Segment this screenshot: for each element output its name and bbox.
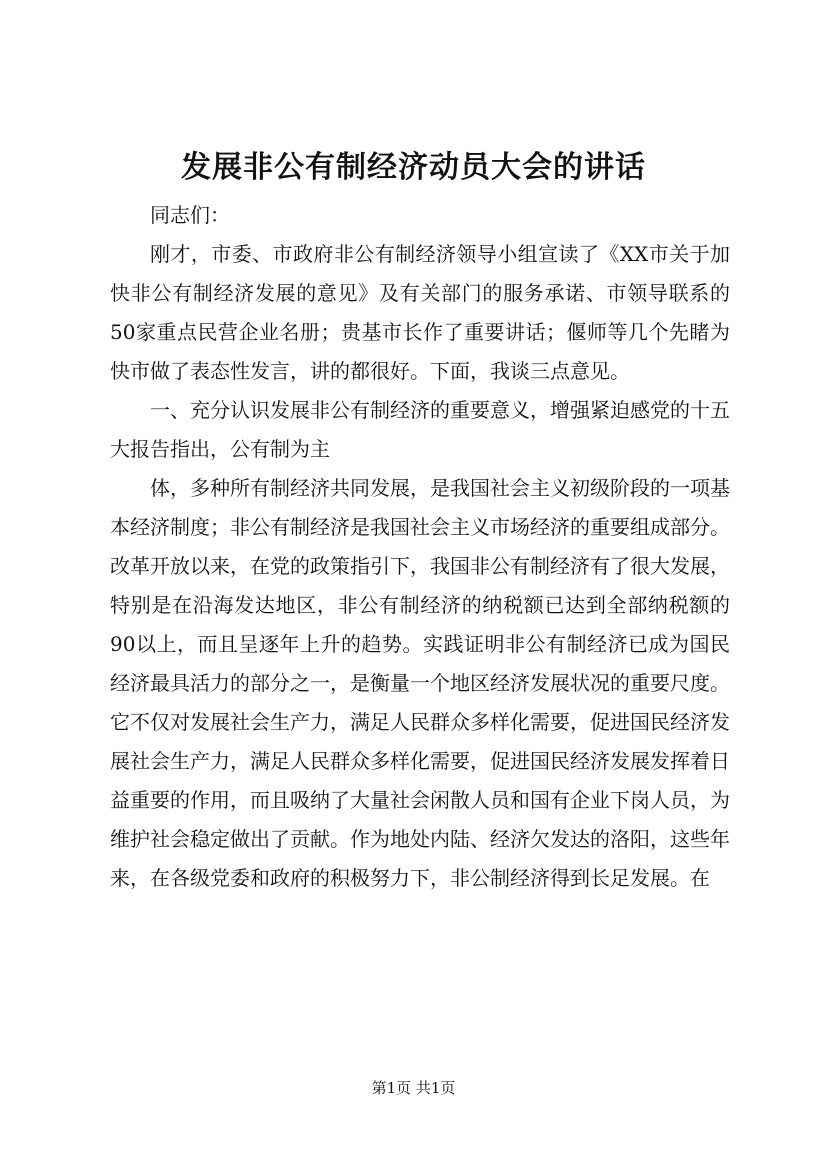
section-one-heading-paragraph: 一、充分认识发展非公有制经济的重要意义，增强紧迫感党的十五大报告指出，公有制为主 bbox=[110, 398, 730, 461]
section-one-body-paragraph: 体，多种所有制经济共同发展，是我国社会主义初级阶段的一项基本经济制度；非公有制经济是我国社会主义市场经济的重要组成部分。改革开放以来，在党的政策指引下，我国非公有制经济有了很大发展，特别是在沿海发达地区，非公有制经济的纳税额已达到全部纳税额的90以上，而且呈逐年上升的趋势。实践证明非公有制经济已成为国民经济最具活力的部分之一，是衡量一个地区经济发展状况的重要尺度。它不仅对发展社会生产力，满足人民群众多样化需要，促进国民经济发展社会生产力，满足人民群众多样化需要，促进国民经济发展发挥着日益重要的作用，而且吸纳了大量社会闲散人员和国有企业下岗人员，为维护社会稳定做出了贡献。作为地处内陆、经济欠发达的洛阳，这些年来，在各级党委和政府的积极努力下，非公制经济得到长足发展。在 bbox=[110, 476, 730, 890]
document-title: 发展非公有制经济动员大会的讲话 bbox=[181, 150, 646, 185]
salutation-paragraph: 同志们： bbox=[150, 203, 230, 227]
intro-paragraph: 刚才，市委、市政府非公有制经济领导小组宣读了《XX市关于加快非公有制经济发展的意见》及有关部门的服务承诺、市领导联系的50家重点民营企业名册；贵基市长作了重要讲话；偃师等几个先睹为快市做了表态性发言，讲的都很好。下面，我谈三点意见。 bbox=[110, 242, 730, 383]
page-footer: 第1页 共1页 bbox=[371, 1079, 456, 1097]
document-body bbox=[110, 196, 730, 898]
